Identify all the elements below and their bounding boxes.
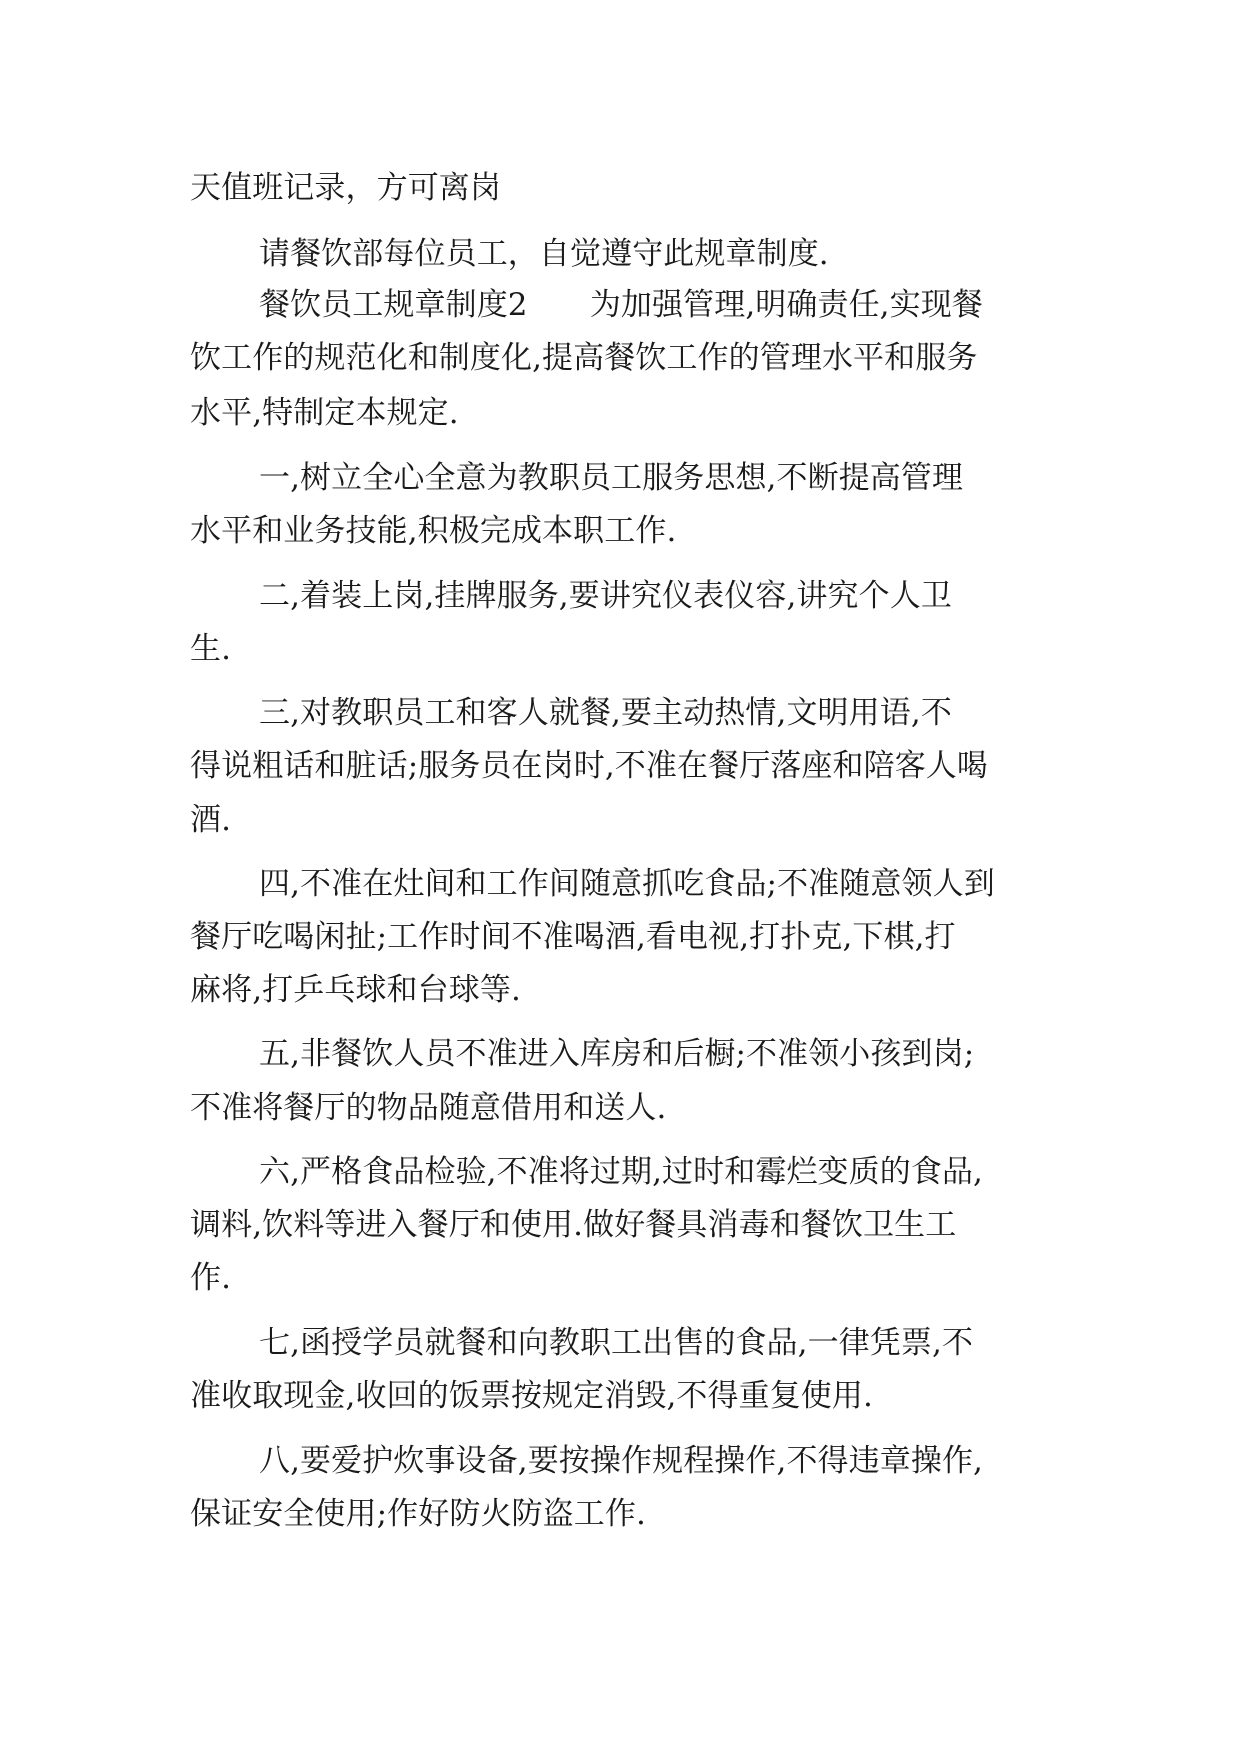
- text-line: 不准将餐厅的物品随意借用和送人.: [190, 1090, 667, 1126]
- text-line: 三,对教职员工和客人就餐,要主动热情,文明用语,不: [259, 695, 952, 731]
- text-line: 餐饮员工规章制度2 为加强管理,明确责任,实现餐: [259, 287, 983, 323]
- text-line: 饮工作的规范化和制度化,提高餐饮工作的管理水平和服务: [190, 340, 978, 376]
- text-line: 得说粗话和脏话;服务员在岗时,不准在餐厅落座和陪客人喝: [190, 748, 988, 784]
- text-line: 餐厅吃喝闲扯;工作时间不准喝酒,看电视,打扑克,下棋,打: [190, 919, 956, 955]
- text-line: 生.: [190, 631, 232, 667]
- text-line: 请餐饮部每位员工，自觉遵守此规章制度.: [259, 236, 829, 272]
- text-line: 五,非餐饮人员不准进入库房和后橱;不准领小孩到岗;: [259, 1036, 975, 1072]
- text-line: 保证安全使用;作好防火防盗工作.: [190, 1496, 646, 1532]
- text-line: 水平,特制定本规定.: [190, 395, 459, 431]
- text-line: 作.: [190, 1260, 232, 1296]
- text-line: 水平和业务技能,积极完成本职工作.: [190, 513, 677, 549]
- text-line: 调料,饮料等进入餐厅和使用.做好餐具消毒和餐饮卫生工: [190, 1207, 957, 1243]
- text-line: 麻将,打乒乓球和台球等.: [190, 972, 521, 1008]
- text-line: 准收取现金,收回的饭票按规定消毁,不得重复使用.: [190, 1378, 873, 1414]
- text-line: 酒.: [190, 802, 232, 838]
- text-line: 八,要爱护炊事设备,要按操作规程操作,不得违章操作,: [259, 1443, 984, 1479]
- text-line: 天值班记录，方可离岗: [190, 170, 501, 206]
- text-line: 二,着装上岗,挂牌服务,要讲究仪表仪容,讲究个人卫: [259, 578, 952, 614]
- text-line: 七,函授学员就餐和向教职工出售的食品,一律凭票,不: [259, 1325, 974, 1361]
- text-line: 六,严格食品检验,不准将过期,过时和霉烂变质的食品,: [259, 1154, 984, 1190]
- text-line: 一,树立全心全意为教职员工服务思想,不断提高管理: [259, 460, 964, 496]
- text-line: 四,不准在灶间和工作间随意抓吃食品;不准随意领人到: [259, 866, 995, 902]
